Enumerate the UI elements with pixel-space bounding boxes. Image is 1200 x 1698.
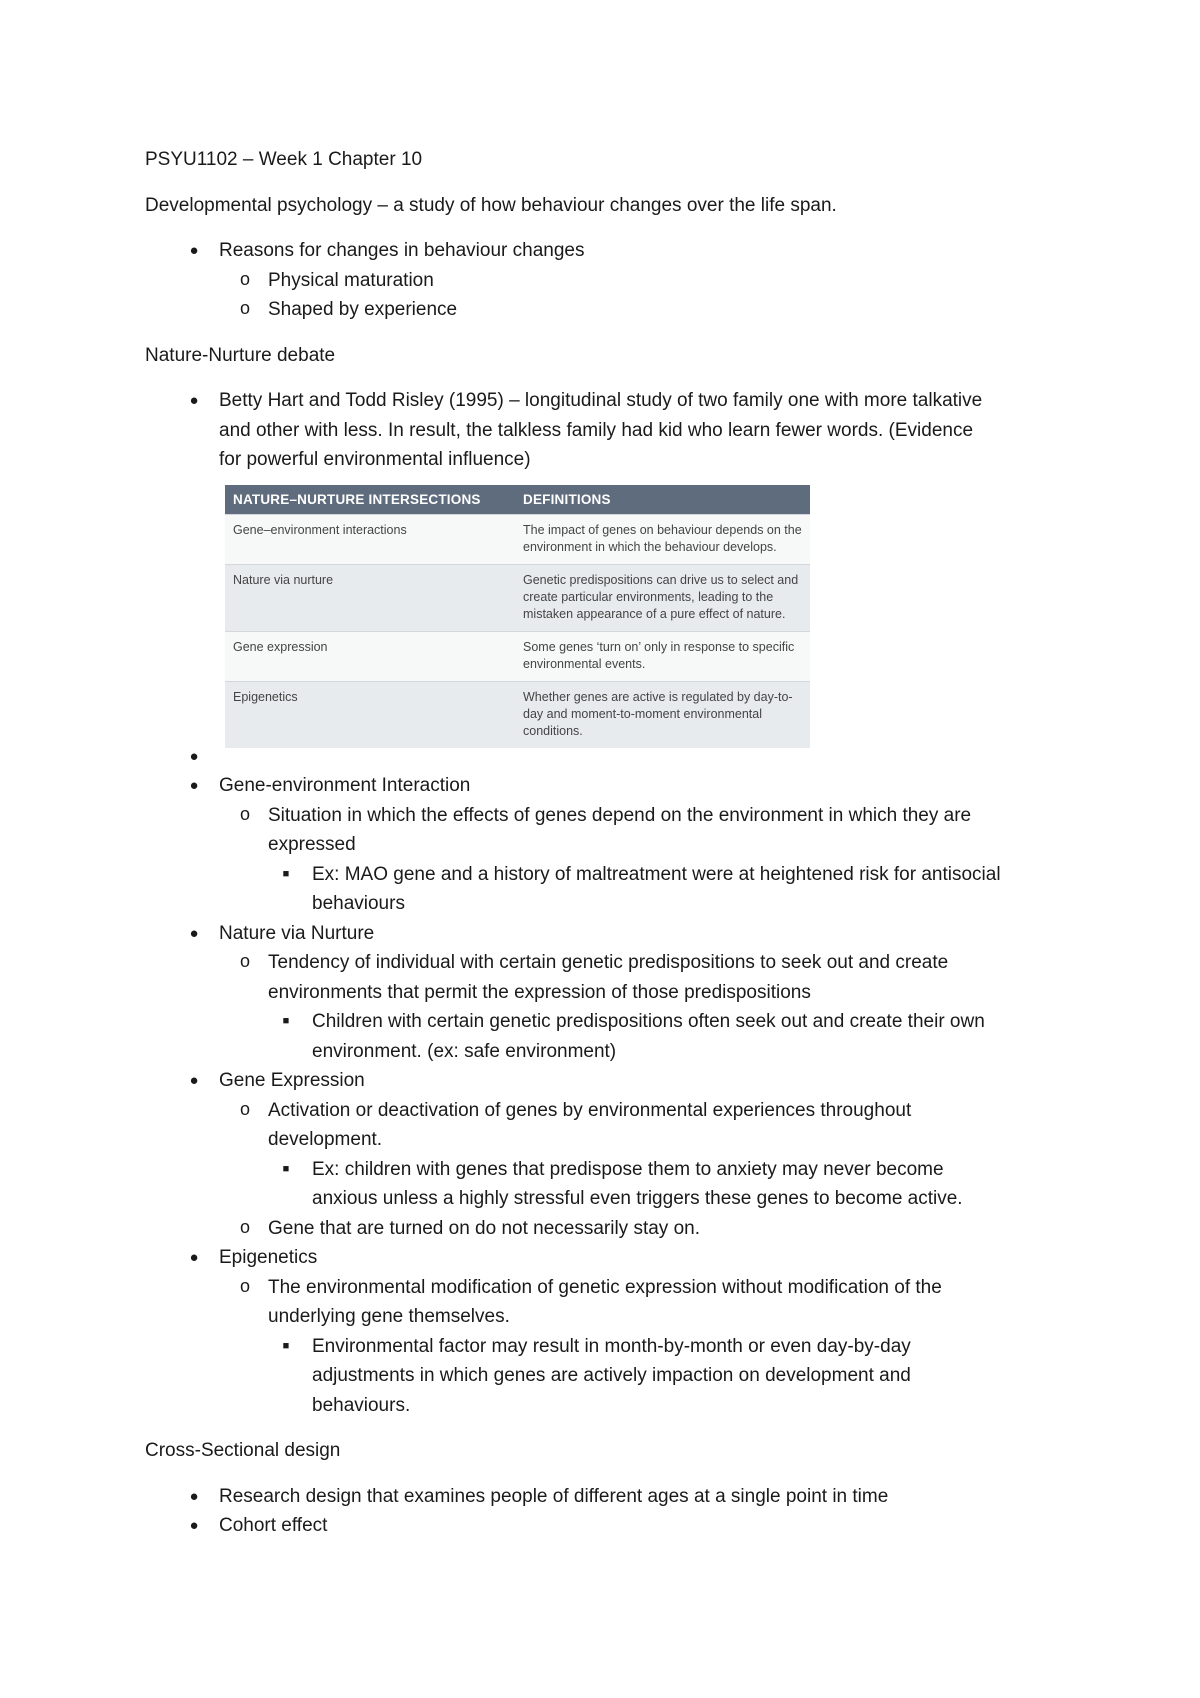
document-page xyxy=(145,145,1065,1541)
table-row xyxy=(225,681,810,748)
table-header: DEFINITIONS xyxy=(515,485,810,515)
sub-list-item xyxy=(145,1096,1065,1155)
list-item xyxy=(145,771,1065,801)
list-item-text: Betty Hart and Todd Risley (1995) – longitudinal study of two family one with more talkative xyxy=(219,390,983,411)
square-bullet-icon: ■ xyxy=(282,867,290,880)
square-bullet-icon: ■ xyxy=(282,1015,290,1027)
list-item-text: Reasons for changes in behaviour changes xyxy=(219,240,585,261)
list-item-text: and other with less. In result, the talkless family had kid who learn fewer words. (Evidence xyxy=(219,419,974,441)
sub-list-item xyxy=(145,948,1065,1007)
table-cell: Genetic predispositions can drive us to select and create particular environments, leading to the mistaken appearance of a pure effect of nature. xyxy=(515,564,810,631)
table-row xyxy=(225,631,810,681)
sub-sub-list-item xyxy=(145,1332,1065,1421)
nature-nurture-table-image xyxy=(225,485,810,748)
circle-bullet-icon: o xyxy=(239,951,250,971)
list-item-text: for powerful environmental influence) xyxy=(219,449,531,470)
circle-bullet-icon: o xyxy=(239,803,250,824)
sub-sub-list-item-text: behaviours xyxy=(312,893,405,914)
list-item-text: Cohort effect xyxy=(219,1515,328,1536)
table-row xyxy=(225,514,810,564)
table-cell: Whether genes are active is regulated by day-to-day and moment-to-moment environmental conditions. xyxy=(515,681,810,748)
circle-bullet-icon: o xyxy=(239,298,250,318)
list-item-text: Nature via Nurture xyxy=(219,922,375,944)
list-item xyxy=(145,1066,1065,1096)
section-heading: Cross-Sectional design xyxy=(145,1440,341,1461)
table-cell: The impact of genes on behaviour depends on the environment in which the behaviour develops. xyxy=(515,514,810,564)
sub-list-item xyxy=(145,1214,1065,1244)
sub-list-item xyxy=(145,295,1065,325)
list-item-text: Gene-environment Interaction xyxy=(219,775,471,796)
sub-sub-list-item-text: adjustments in which genes are actively impaction on development and xyxy=(312,1365,911,1386)
table-row xyxy=(225,564,810,631)
bullet-icon: ● xyxy=(189,777,199,794)
sub-list-item-text: expressed xyxy=(268,834,356,855)
list-item xyxy=(145,1511,1065,1541)
list-item xyxy=(145,386,1065,475)
square-bullet-icon: ■ xyxy=(282,1162,290,1175)
table-header: NATURE–NURTURE INTERSECTIONS xyxy=(225,485,515,515)
nature-nurture-table xyxy=(225,485,810,748)
circle-bullet-icon: o xyxy=(239,1098,250,1119)
bullet-icon: ● xyxy=(189,392,199,409)
circle-bullet-icon: o xyxy=(239,268,250,289)
sub-sub-list-item xyxy=(145,860,1065,919)
sub-list-item-text: underlying gene themselves. xyxy=(268,1306,510,1327)
sub-list-item xyxy=(145,801,1065,860)
intro-definition: Developmental psychology – a study of how behaviour changes over the life span. xyxy=(145,194,837,216)
circle-bullet-icon: o xyxy=(239,1275,250,1296)
table-cell: Nature via nurture xyxy=(225,564,515,631)
circle-bullet-icon: o xyxy=(239,1216,250,1237)
sub-list-item-text: Situation in which the effects of genes depend on the environment in which they are xyxy=(268,804,972,826)
bullet-icon: ● xyxy=(189,1249,199,1266)
square-bullet-icon: ■ xyxy=(282,1339,290,1352)
sub-sub-list-item-text: Children with certain genetic predispositions often seek out and create their own xyxy=(312,1011,985,1032)
list-item-text: Epigenetics xyxy=(219,1247,318,1268)
bullet-icon: ● xyxy=(189,1072,199,1089)
sub-sub-list-item-text: environment. (ex: safe environment) xyxy=(312,1040,617,1062)
bullet-icon: ● xyxy=(189,1487,199,1505)
sub-list-item-text: Tendency of individual with certain genetic predispositions to seek out and create xyxy=(268,952,949,973)
bullet-icon: ● xyxy=(189,242,199,259)
list-item-text: Gene Expression xyxy=(219,1070,365,1091)
list-item xyxy=(145,236,1065,266)
sub-list-item-text: environments that permit the expression of those predispositions xyxy=(268,981,811,1003)
sub-list-item-text: development. xyxy=(268,1129,383,1150)
list-item xyxy=(145,919,1065,949)
sub-list-item-text: Shaped by experience xyxy=(268,299,458,320)
table-cell: Gene expression xyxy=(225,631,515,681)
sub-list-item-text: The environmental modification of genetic expression without modification of the xyxy=(268,1276,942,1298)
bullet-icon: ● xyxy=(189,924,199,942)
list-item xyxy=(145,1482,1065,1512)
sub-list-item xyxy=(145,266,1065,296)
sub-sub-list-item-text: Ex: MAO gene and a history of maltreatment were at heightened risk for antisocial xyxy=(312,863,1001,885)
document-title: PSYU1102 – Week 1 Chapter 10 xyxy=(145,149,423,170)
sub-sub-list-item-text: Environmental factor may result in month-by-month or even day-by-day xyxy=(312,1335,911,1357)
sub-list-item-text: Activation or deactivation of genes by environmental experiences throughout xyxy=(268,1099,912,1121)
sub-list-item-text: Physical maturation xyxy=(268,269,434,291)
sub-sub-list-item xyxy=(145,1155,1065,1214)
table-cell: Some genes ‘turn on’ only in response to specific environmental events. xyxy=(515,631,810,681)
sub-list-item-text: Gene that are turned on do not necessarily stay on. xyxy=(268,1217,700,1239)
sub-sub-list-item-text: Ex: children with genes that predispose them to anxiety may never become xyxy=(312,1158,944,1180)
table-cell: Gene–environment interactions xyxy=(225,514,515,564)
table-cell: Epigenetics xyxy=(225,681,515,748)
bullet-icon: ● xyxy=(189,1517,199,1534)
sub-sub-list-item xyxy=(145,1007,1065,1066)
sub-sub-list-item-text: behaviours. xyxy=(312,1394,411,1416)
bullet-icon: ● xyxy=(189,747,199,765)
sub-sub-list-item-text: anxious unless a highly stressful even triggers these genes to become active. xyxy=(312,1188,963,1209)
list-item xyxy=(145,1243,1065,1273)
sub-list-item xyxy=(145,1273,1065,1332)
list-item-text: Research design that examines people of different ages at a single point in time xyxy=(219,1485,889,1507)
empty-list-item xyxy=(145,742,1065,772)
section-heading: Nature-Nurture debate xyxy=(145,344,336,366)
